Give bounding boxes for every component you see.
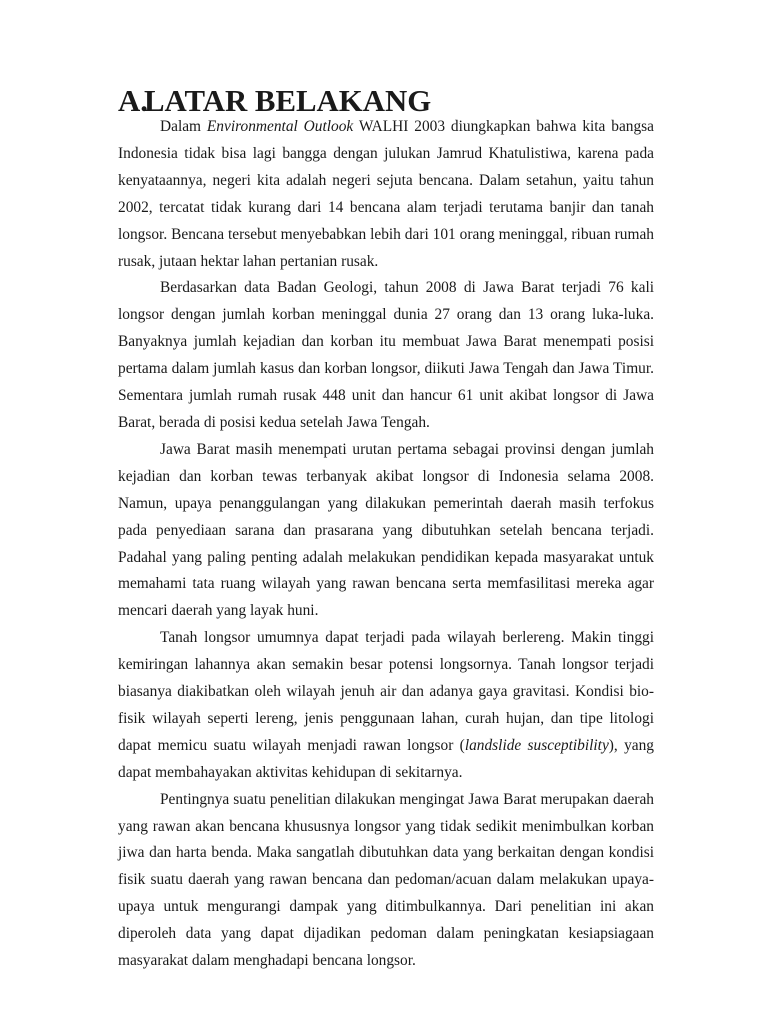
section-title: LATAR BELAKANG: [144, 84, 432, 118]
paragraph-2: Berdasarkan data Badan Geologi, tahun 2008 di Jawa Barat terjadi 76 kali longsor dengan jumlah korban meninggal dunia 27 orang dan 13 orang luka-luka. Banyaknya jumlah kejadian dan korban itu membuat Jawa Barat menempati posisi pertama dalam jumlah kasus dan korban longsor, diikuti Jawa Tengah dan Jawa Timur. Sementara jumlah rumah rusak 448 unit dan hancur 61 unit akibat longsor di Jawa Barat, berada di posisi kedua setelah Jawa Tengah.: [118, 279, 654, 431]
paragraph-4-italic-term: landslide susceptibility: [464, 736, 609, 754]
paragraph-1-lead: Dalam: [160, 118, 207, 135]
paragraph-1: [118, 114, 654, 275]
paragraph-1-rest: WALHI 2003 diungkapkan bahwa kita bangsa Indonesia tidak bisa lagi bangga dengan julukan Jamrud Khatulistiwa, karena pada kenyataannya, negeri kita adalah negeri sejuta bencana. Dalam setahun, yaitu tahun 2002, tercatat tidak kurang dari 14 bencana alam terjadi terutama banjir dan tanah longsor. Bencana tersebut menyebabkan lebih dari 101 orang meninggal, ribuan rumah rusak, jutaan hektar lahan pertanian rusak.: [118, 118, 654, 270]
section-heading: [118, 84, 654, 118]
paragraph-5: Pentingnya suatu penelitian dilakukan mengingat Jawa Barat merupakan daerah yang rawan akan bencana khususnya longsor yang tidak sedikit menimbulkan korban jiwa dan harta benda. Maka sangatlah dibutuhkan data yang berkaitan dengan kondisi fisik suatu daerah yang rawan bencana dan pedoman/acuan dalam melakukan upaya-upaya untuk mengurangi dampak yang ditimbulkannya. Dari penelitian ini akan diperoleh data yang dapat dijadikan pedoman dalam peningkatan kesiapsiagaan masyarakat dalam menghadapi bencana longsor.: [118, 790, 654, 970]
paragraph-3: Jawa Barat masih menempati urutan pertama sebagai provinsi dengan jumlah kejadian dan korban tewas terbanyak akibat longsor di Indonesia selama 2008. Namun, upaya penanggulangan yang dilakukan pemerintah daerah masih terfokus pada penyediaan sarana dan prasarana yang dibutuhkan setelah bencana terjadi. Padahal yang paling penting adalah melakukan pendidikan kepada masyarakat untuk memahami tata ruang wilayah yang rawan bencana serta memfasilitasi mereka agar mencari daerah yang layak huni.: [118, 440, 654, 620]
section-number: A.: [118, 84, 148, 118]
document-page: [118, 84, 654, 975]
paragraph-4-rest: ), yang dapat membahayakan aktivitas kehidupan di sekitarnya.: [118, 736, 654, 781]
paragraph-1-italic-term: Environmental Outlook: [206, 118, 354, 135]
paragraph-4-lead: Tanah longsor umumnya dapat terjadi pada wilayah berlereng. Makin tinggi kemiringan lahannya akan semakin besar potensi longsornya. Tanah longsor terjadi biasanya diakibatkan oleh wilayah jenuh air dan adanya gaya gravitasi. Kondisi bio-fisik wilayah seperti lereng, jenis penggunaan lahan, curah hujan, dan tipe litologi dapat memicu suatu wilayah menjadi rawan longsor (: [118, 629, 654, 754]
paragraph-4: [118, 625, 654, 786]
